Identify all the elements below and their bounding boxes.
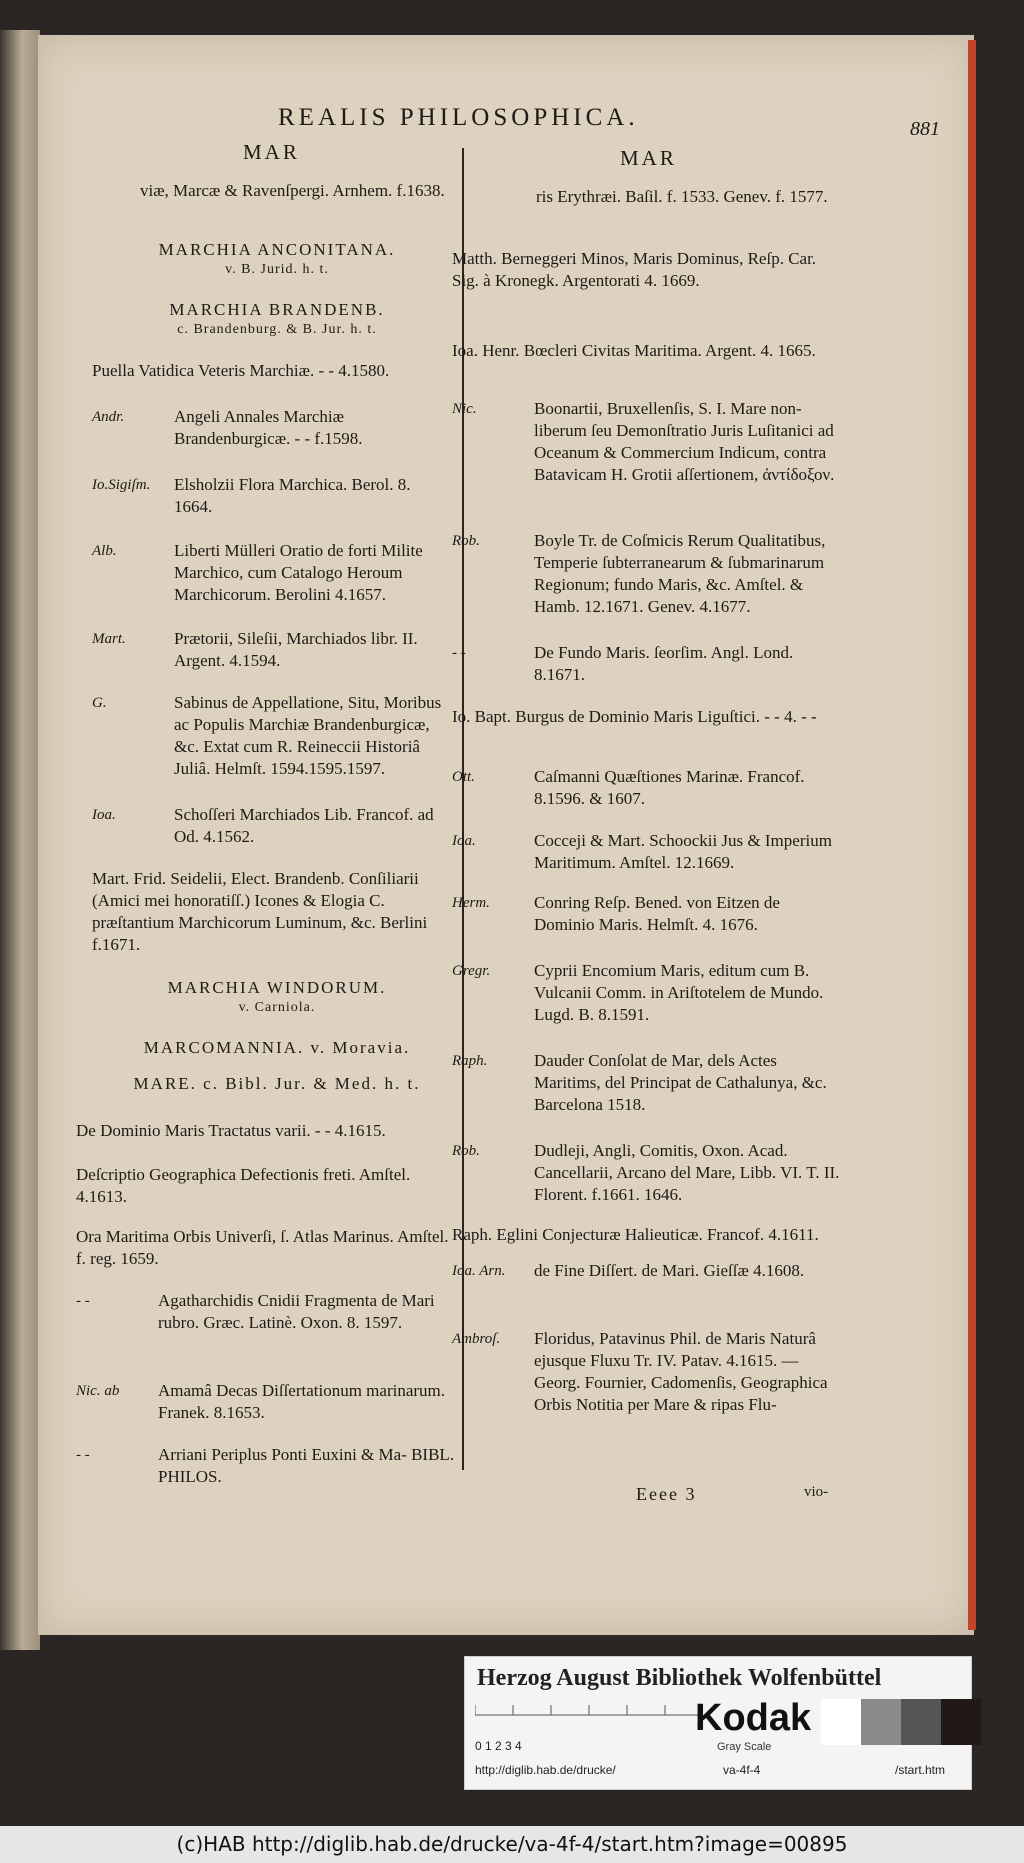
entry-text: Ora Maritima Orbis Univerſi, ſ. Atlas Marinus. Amſtel. f. reg. 1659. xyxy=(76,1227,449,1268)
entry-text: ris Erythræi. Baſil. f. 1533. Genev. f. 1577. xyxy=(536,187,828,206)
entry-author: Ioa. Arn. xyxy=(452,1263,506,1279)
heading xyxy=(92,300,462,340)
catalog-entry xyxy=(452,1050,842,1116)
entry-author: G. xyxy=(92,695,107,711)
card-shelfmark: va-4f-4 xyxy=(723,1763,761,1777)
catalog-entry xyxy=(452,1260,842,1282)
heading-title: MARE. c. Bibl. Jur. & Med. h. t. xyxy=(133,1074,421,1093)
entry-body: Elsholzii Flora Marchica. Berol. 8. 1664. xyxy=(174,475,411,516)
heading xyxy=(92,240,462,280)
heading-title: MARCOMANNIA. v. Moravia. xyxy=(143,1038,411,1057)
catalog-entry xyxy=(92,628,452,672)
entry-body: Floridus, Patavinus Phil. de Maris Naturâ ejusque Fluxu Tr. IV. Patav. 4.1615. — Georg. Fournier, Cadomenſis, Geographica Orbis Notitia per Mare & ripas Flu- xyxy=(534,1329,828,1414)
catalog-entry xyxy=(92,540,452,606)
entry-body: Cyprii Encomium Maris, editum cum B. Vulcanii Comm. in Ariſtotelem de Mundo. Lugd. B. 8.1591. xyxy=(534,961,824,1024)
entry-author: - - xyxy=(76,1447,90,1463)
facing-page-edge xyxy=(0,30,40,1650)
catalog-entry xyxy=(452,642,842,686)
gray-swatches xyxy=(821,1699,981,1745)
heading-title: MARCHIA ANCONITANA. xyxy=(158,240,396,259)
entry-text: Deſcriptio Geographica Defectionis freti. Amſtel. 4.1613. xyxy=(76,1165,411,1206)
heading-sub: v. B. Jurid. h. t. xyxy=(225,262,329,277)
running-head: REALIS PHILOSOPHICA. xyxy=(278,104,639,131)
entry-body: de Fine Diſſert. de Mari. Gieſſæ 4.1608. xyxy=(534,1261,805,1280)
entry-author: Rob. xyxy=(452,533,480,549)
entry-body: Io. Bapt. Burgus de Dominio Maris Liguſtici. - - 4. - - xyxy=(452,707,817,726)
entry-text: viæ, Marcæ & Ravenſpergi. Arnhem. f.1638. xyxy=(140,181,445,200)
entry-author: Nic. xyxy=(452,401,477,417)
entry-author: - - xyxy=(452,645,466,661)
entry-author: Ambroſ. xyxy=(452,1331,501,1347)
catalog-entry xyxy=(92,692,452,780)
catalog-entry xyxy=(452,706,842,728)
entry-author: Ott. xyxy=(452,769,475,785)
catalog-entry xyxy=(92,804,452,848)
entry-body: Sabinus de Appellatione, Situ, Moribus ac Populis Marchiæ Brandenburgicæ, &c. Extat cum R. Reineccii Historiâ Juliâ. Helmſt. 1594.1595.1597. xyxy=(174,693,442,778)
entry-body: Arriani Periplus Ponti Euxini & Ma- BIBL. PHILOS. xyxy=(158,1445,455,1486)
catalog-entry xyxy=(452,1140,842,1206)
catalog-entry xyxy=(452,248,842,292)
card-url: http://diglib.hab.de/drucke/ xyxy=(475,1763,616,1777)
catalog-entry xyxy=(452,1224,842,1246)
heading xyxy=(92,1074,462,1094)
entry-body: Boonartii, Bruxellenſis, S. I. Mare non-liberum ſeu Demonſtratio Juris Luſitanici ad Oceanum & Commercium Indicum, contra Batavicam H. Grotii aſſertionem, ἀντίδοξον. xyxy=(534,399,835,484)
catalog-entry xyxy=(452,830,842,874)
entry-author: Nic. ab xyxy=(76,1383,120,1399)
swatch xyxy=(821,1699,861,1745)
heading-title: MARCHIA BRANDENB. xyxy=(169,300,385,319)
entry-author: Andr. xyxy=(92,409,125,425)
catalog-entry xyxy=(452,340,842,362)
right-column-head: MAR xyxy=(620,146,677,170)
entry-author: Herm. xyxy=(452,895,490,911)
scale-ruler xyxy=(475,1701,703,1741)
heading-sub: v. Carniola. xyxy=(238,1000,316,1015)
page-number: 881 xyxy=(910,118,940,140)
catalog-entry xyxy=(452,398,842,486)
entry-body: Conring Reſp. Bened. von Eitzen de Dominio Maris. Helmſt. 4. 1676. xyxy=(534,893,780,934)
entry-body: Mart. Frid. Seidelii, Elect. Brandenb. Conſiliarii (Amici mei honoratiſſ.) Icones & Elogia C. præſtantium Marchicorum Luminum, &c. Berlini f.1671. xyxy=(92,869,428,954)
catalog-entry xyxy=(452,960,842,1026)
entry-author: Ioa. xyxy=(452,833,476,849)
entry-body: Dudleji, Angli, Comitis, Oxon. Acad. Cancellarii, Arcano del Mare, Libb. VI. T. II. Florent. f.1661. 1646. xyxy=(534,1141,840,1204)
signature-mark: Eeee 3 xyxy=(636,1484,697,1504)
entry-body: Prætorii, Sileſii, Marchiados libr. II. Argent. 4.1594. xyxy=(174,629,418,670)
catchword: vio- xyxy=(804,1484,829,1500)
entry-body: Raph. Eglini Conjecturæ Halieuticæ. Francof. 4.1611. xyxy=(452,1225,819,1244)
page-fore-edge xyxy=(968,40,976,1630)
heading-sub: c. Brandenburg. & B. Jur. h. t. xyxy=(177,322,377,337)
heading-title: MARCHIA WINDORUM. xyxy=(167,978,387,997)
entry-author: Rob. xyxy=(452,1143,480,1159)
entry-body: Caſmanni Quæſtiones Marinæ. Francof. 8.1596. & 1607. xyxy=(534,767,805,808)
entry-body: De Fundo Maris. ſeorſim. Angl. Lond. 8.1671. xyxy=(534,643,794,684)
catalog-entry xyxy=(76,1380,456,1424)
color-calibration-card xyxy=(464,1656,972,1790)
catalog-entry xyxy=(76,1444,456,1488)
catalog-entry xyxy=(452,1328,842,1416)
catalog-entry xyxy=(92,868,452,956)
entry-author: - - xyxy=(76,1293,90,1309)
entry-body: Liberti Mülleri Oratio de forti Milite Marchico, cum Catalogo Heroum Marchicorum. Berolini 4.1657. xyxy=(174,541,423,604)
entry-body: Agatharchidis Cnidii Fragmenta de Mari rubro. Græc. Latinè. Oxon. 8. 1597. xyxy=(158,1291,435,1332)
entry-author: Mart. xyxy=(92,631,126,647)
catalog-entry xyxy=(76,1290,456,1334)
kodak-logo: Kodak xyxy=(695,1697,812,1739)
entry-body: Cocceji & Mart. Schoockii Jus & Imperium Maritimum. Amſtel. 12.1669. xyxy=(534,831,832,872)
entry-body: Amamâ Decas Diſſertationum marinarum. Franek. 8.1653. xyxy=(158,1381,446,1422)
entry-body: Boyle Tr. de Coſmicis Rerum Qualitatibus, Temperie ſubterranearum & ſubmarinarum Regionum; fundo Maris, &c. Amſtel. & Hamb. 12.1671. Genev. 4.1677. xyxy=(534,531,826,616)
entry-body: Matth. Berneggeri Minos, Maris Dominus, Reſp. Car. Sig. à Kronegk. Argentorati 4. 1669. xyxy=(452,249,817,290)
swatch xyxy=(861,1699,901,1745)
image-caption: (c)HAB http://diglib.hab.de/drucke/va-4f-4/start.htm?image=00895 xyxy=(0,1826,1024,1863)
catalog-entry xyxy=(452,766,842,810)
ruler-labels: 0 1 2 3 4 xyxy=(475,1739,522,1753)
entry-author: Gregr. xyxy=(452,963,491,979)
entry-body: Ioa. Henr. Bœcleri Civitas Maritima. Argent. 4. 1665. xyxy=(452,341,816,360)
entry-text: De Dominio Maris Tractatus varii. - - 4.1615. xyxy=(76,1121,386,1140)
entry-body: Angeli Annales Marchiæ Brandenburgicæ. - - f.1598. xyxy=(174,407,363,448)
entry-body: Dauder Conſolat de Mar, dels Actes Maritims, del Principat de Cathalunya, &c. Barcelona 1518. xyxy=(534,1051,827,1114)
library-name: Herzog August Bibliothek Wolfenbüttel xyxy=(477,1665,882,1691)
heading xyxy=(92,1038,462,1058)
entry-author: Alb. xyxy=(92,543,117,559)
catalog-entry xyxy=(92,474,452,518)
swatch xyxy=(901,1699,941,1745)
catalog-entry xyxy=(452,892,842,936)
entry-body: Schoſſeri Marchiados Lib. Francof. ad Od. 4.1562. xyxy=(174,805,434,846)
entry-text: Puella Vatidica Veteris Marchiæ. - - 4.1580. xyxy=(92,361,390,380)
left-column-head: MAR xyxy=(243,140,300,164)
gray-scale-label: Gray Scale xyxy=(717,1741,772,1753)
heading xyxy=(92,978,462,1018)
catalog-entry xyxy=(452,530,842,618)
swatch xyxy=(941,1699,981,1745)
entry-author: Ioa. xyxy=(92,807,116,823)
catalog-entry xyxy=(92,406,452,450)
entry-author: Raph. xyxy=(452,1053,488,1069)
card-start: /start.htm xyxy=(895,1763,946,1777)
entry-author: Io.Sigiſm. xyxy=(92,477,151,493)
